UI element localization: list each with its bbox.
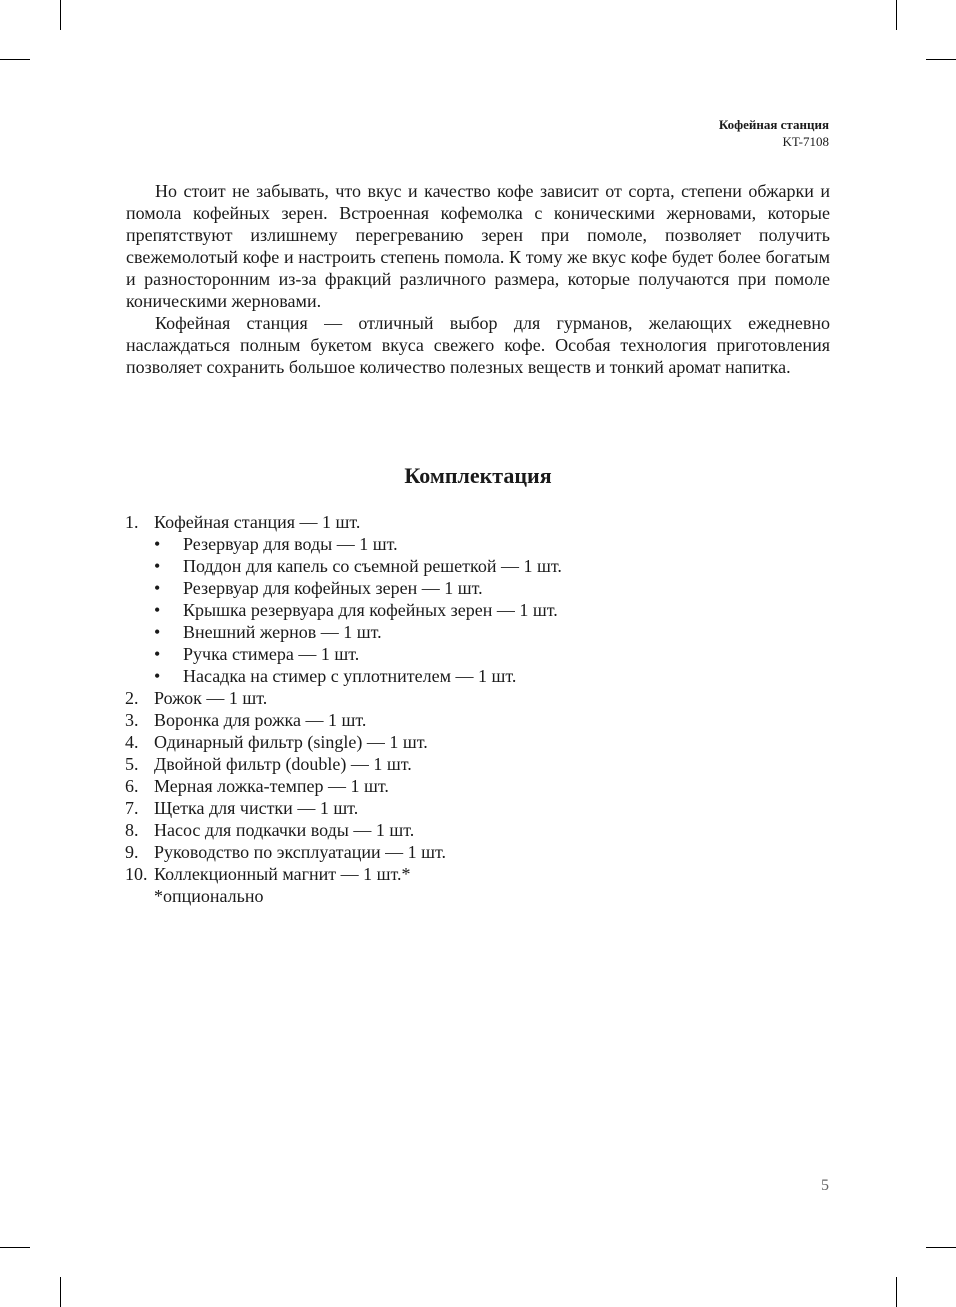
item-text: Щетка для чистки — 1 шт. [154, 798, 359, 818]
bullet-icon: • [154, 666, 161, 686]
running-header [719, 116, 829, 150]
item-text: Рожок — 1 шт. [154, 688, 268, 708]
item-text: Одинарный фильтр (single) — 1 шт. [154, 732, 428, 752]
intro-text [126, 180, 830, 378]
sub-item-text: Насадка на стимер с уплотнителем — 1 шт. [183, 666, 517, 686]
item-text: Кофейная станция — 1 шт. [154, 512, 361, 532]
item-text: Коллекционный магнит — 1 шт.* [154, 864, 411, 884]
footnote-text: *опционально [154, 886, 264, 906]
crop-mark [926, 59, 956, 60]
item-number: 4. [125, 732, 139, 752]
item-number: 7. [125, 798, 139, 818]
crop-mark [926, 1247, 956, 1248]
item-number: 6. [125, 776, 139, 796]
crop-mark [896, 0, 897, 30]
crop-mark [0, 59, 30, 60]
bullet-icon: • [154, 622, 161, 642]
bullet-icon: • [154, 644, 161, 664]
section-title: Комплектация [404, 463, 552, 488]
header-model: KT-7108 [782, 134, 829, 149]
crop-mark [60, 0, 61, 30]
paragraph: Но стоит не забывать, что вкус и качество кофе зависит от сорта, степени обжарки и помола кофейных зерен. Встроенная кофемолка с коническими жерновами, которые препятствуют излишнему перегреванию зерен при помоле, позволяет получить свежемолотый кофе и настроить степень помола. К тому же вкус кофе будет более богатым и разносторонним из-за фракций различного размера, которые получаются при помоле коническими жерновами. [126, 181, 830, 311]
item-number: 5. [125, 754, 139, 774]
crop-mark [60, 1277, 61, 1307]
sub-item-text: Крышка резервуара для кофейных зерен — 1 шт. [183, 600, 558, 620]
item-number: 9. [125, 842, 139, 862]
bullet-icon: • [154, 578, 161, 598]
item-number: 1. [125, 512, 139, 532]
sub-item-text: Резервуар для кофейных зерен — 1 шт. [183, 578, 483, 598]
item-text: Воронка для рожка — 1 шт. [154, 710, 367, 730]
crop-mark [0, 1247, 30, 1248]
item-text: Двойной фильтр (double) — 1 шт. [154, 754, 412, 774]
item-text: Насос для подкачки воды — 1 шт. [154, 820, 415, 840]
item-number: 2. [125, 688, 139, 708]
sub-item-text: Поддон для капель со съемной решеткой — 1 шт. [183, 556, 562, 576]
bullet-icon: • [154, 600, 161, 620]
page-number: 5 [821, 1177, 829, 1194]
bullet-icon: • [154, 534, 161, 554]
item-text: Руководство по эксплуатации — 1 шт. [154, 842, 446, 862]
header-title: Кофейная станция [718, 117, 829, 132]
sub-item-text: Ручка стимера — 1 шт. [183, 644, 360, 664]
item-number: 10. [125, 864, 148, 884]
item-number: 8. [125, 820, 139, 840]
paragraph: Кофейная станция — отличный выбор для гурманов, желающих ежедневно наслаждаться полным букетом вкуса свежего кофе. Особая технология приготовления позволяет сохранить большое количество полезных веществ и тонкий аромат напитка. [126, 313, 830, 377]
crop-mark [896, 1277, 897, 1307]
item-number: 3. [125, 710, 139, 730]
item-text: Мерная ложка-темпер — 1 шт. [154, 776, 389, 796]
sub-item-text: Резервуар для воды — 1 шт. [183, 534, 398, 554]
sub-item-text: Внешний жернов — 1 шт. [183, 622, 382, 642]
bullet-icon: • [154, 556, 161, 576]
